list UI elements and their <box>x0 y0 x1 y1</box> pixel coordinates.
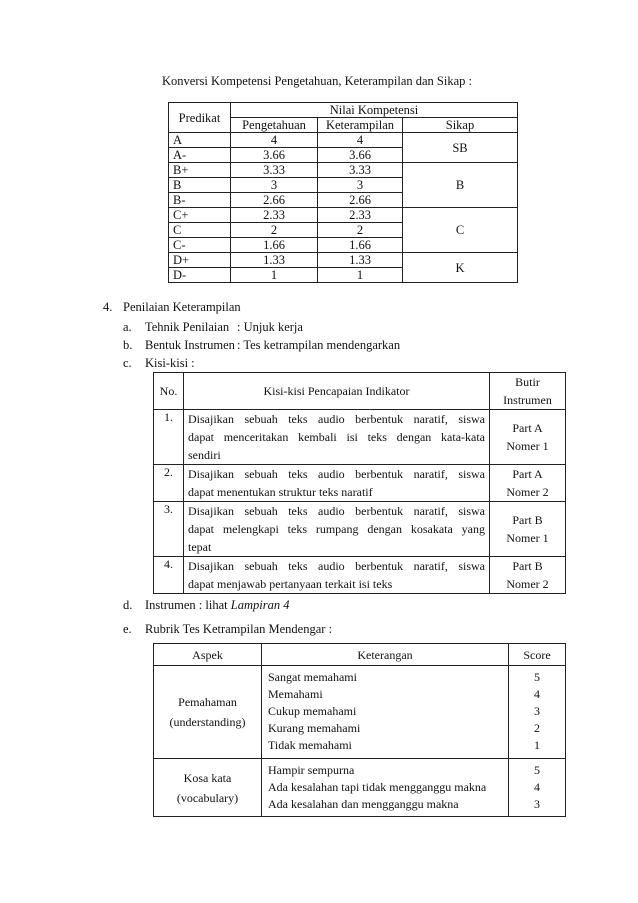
indikator-cell <box>184 465 490 502</box>
score-value: 3 <box>534 797 540 811</box>
header-indikator: Kisi-kisi Pencapaian Indikator <box>184 373 490 410</box>
predikat-cell: A <box>169 133 231 148</box>
list-marker: e. <box>123 622 132 636</box>
aspek-name: Kosa kata <box>183 770 232 785</box>
keterangan-item: Sangat memahami <box>268 670 357 684</box>
score-value: 1 <box>534 738 540 752</box>
sikap-cell: B <box>403 163 518 208</box>
indikator-line: dapat melengkapi teks rumpang dengan kosakata yang <box>188 522 485 536</box>
predikat-cell: C+ <box>169 208 231 223</box>
table-row <box>154 666 566 759</box>
score-value: 4 <box>534 780 540 794</box>
aspek-cell <box>154 759 262 817</box>
header-keterampilan: Keterampilan <box>318 118 403 133</box>
indikator-line: tepat <box>188 540 212 554</box>
predikat-cell: A- <box>169 148 231 163</box>
keterangan-item: Ada kesalahan dan mengganggu makna <box>268 797 459 811</box>
header-no: No. <box>154 373 184 410</box>
list-label: Kisi-kisi : <box>145 356 195 370</box>
row-number: 4. <box>154 557 184 594</box>
row-number: 3. <box>154 502 184 557</box>
keterampilan-cell: 1 <box>318 268 403 283</box>
keterangan-item: Ada kesalahan tapi tidak mengganggu makna <box>268 780 487 794</box>
sikap-cell: SB <box>403 133 518 163</box>
indikator-line: Disajikan sebuah teks audio berbentuk naratif, siswa <box>188 412 485 426</box>
keterangan-item: Cukup memahami <box>268 704 357 718</box>
butir-cell <box>490 502 566 557</box>
keterangan-item: Kurang memahami <box>268 721 361 735</box>
header-pengetahuan: Pengetahuan <box>231 118 318 133</box>
indikator-line: dapat menjawab pertanyaan terkait isi teks <box>188 577 393 591</box>
pengetahuan-cell: 2.66 <box>231 193 318 208</box>
indikator-cell <box>184 557 490 594</box>
pengetahuan-cell: 3 <box>231 178 318 193</box>
conversion-table <box>168 102 518 283</box>
pengetahuan-cell: 3.33 <box>231 163 318 178</box>
butir-part: Part A <box>512 467 543 481</box>
aspek-name-en: (understanding) <box>169 715 246 729</box>
keterampilan-cell: 2.33 <box>318 208 403 223</box>
list-value: : Tes ketrampilan mendengarkan <box>237 338 401 352</box>
header-predikat: Predikat <box>169 103 231 133</box>
table-row <box>154 502 566 557</box>
keterangan-item: Tidak memahami <box>268 738 352 752</box>
pengetahuan-cell: 2.33 <box>231 208 318 223</box>
sikap-cell: C <box>403 208 518 253</box>
keterangan-item: Hampir sempurna <box>268 763 355 777</box>
header-nilai-kompetensi: Nilai Kompetensi <box>231 103 518 118</box>
list-item <box>123 356 195 371</box>
keterampilan-cell: 2.66 <box>318 193 403 208</box>
keterampilan-cell: 3 <box>318 178 403 193</box>
list-marker: b. <box>123 338 133 352</box>
keterampilan-cell: 1.33 <box>318 253 403 268</box>
header-score: Score <box>509 644 566 666</box>
table-row <box>154 465 566 502</box>
table-row <box>169 133 518 148</box>
section-number: 4. <box>103 300 113 314</box>
pengetahuan-cell: 4 <box>231 133 318 148</box>
indikator-line: sendiri <box>188 448 221 462</box>
butir-nomer: Nomer 2 <box>506 577 549 591</box>
indikator-line: dapat menceritakan kembali isi teks dengan kata-kata <box>188 430 485 444</box>
list-marker: a. <box>123 320 132 334</box>
indikator-cell <box>184 502 490 557</box>
rubric-table <box>153 643 566 817</box>
list-marker: d. <box>123 598 133 612</box>
header-sikap: Sikap <box>403 118 518 133</box>
pengetahuan-cell: 3.66 <box>231 148 318 163</box>
score-value: 5 <box>534 670 540 684</box>
row-number: 1. <box>154 410 184 465</box>
butir-cell <box>490 557 566 594</box>
predikat-cell: C <box>169 223 231 238</box>
list-marker: c. <box>123 356 132 370</box>
header-aspek: Aspek <box>154 644 262 666</box>
pengetahuan-cell: 1.66 <box>231 238 318 253</box>
pengetahuan-cell: 1 <box>231 268 318 283</box>
predikat-cell: B- <box>169 193 231 208</box>
header-butir-line2: Instrumen <box>503 393 552 407</box>
list-label: Rubrik Tes Ketrampilan Mendengar : <box>145 622 333 636</box>
table-row <box>154 759 566 817</box>
score-value: 4 <box>534 687 540 701</box>
score-cell <box>509 759 566 817</box>
table-row <box>154 410 566 465</box>
kisi-kisi-table <box>153 372 566 594</box>
predikat-cell: C- <box>169 238 231 253</box>
score-value: 3 <box>534 704 540 718</box>
table-row <box>169 208 518 223</box>
lampiran-reference: Lampiran 4 <box>230 598 290 612</box>
keterampilan-cell: 4 <box>318 133 403 148</box>
list-item <box>123 338 400 353</box>
aspek-name: Pemahaman <box>178 695 237 709</box>
list-label: Instrumen : lihat <box>145 598 228 612</box>
table-row <box>169 163 518 178</box>
pengetahuan-cell: 1.33 <box>231 253 318 268</box>
butir-part: Part B <box>512 513 543 527</box>
butir-part: Part B <box>512 559 543 573</box>
page-title: Konversi Kompetensi Pengetahuan, Keterampilan dan Sikap : <box>162 74 472 88</box>
butir-cell <box>490 465 566 502</box>
indikator-line: Disajikan sebuah teks audio berbentuk naratif, siswa <box>188 504 485 518</box>
header-keterangan: Keterangan <box>262 644 509 666</box>
list-label: Bentuk Instrumen <box>145 338 235 352</box>
keterangan-item: Memahami <box>268 687 323 701</box>
table-row <box>169 253 518 268</box>
section-title: Penilaian Keterampilan <box>123 300 241 314</box>
table-row <box>154 557 566 594</box>
keterampilan-cell: 1.66 <box>318 238 403 253</box>
keterangan-cell <box>262 759 509 817</box>
keterampilan-cell: 2 <box>318 223 403 238</box>
list-value: : Unjuk kerja <box>237 320 303 334</box>
keterampilan-cell: 3.33 <box>318 163 403 178</box>
header-butir <box>490 373 566 410</box>
section-heading <box>103 300 241 315</box>
predikat-cell: D- <box>169 268 231 283</box>
list-item <box>123 622 332 637</box>
score-cell <box>509 666 566 759</box>
keterangan-cell <box>262 666 509 759</box>
butir-part: Part A <box>512 421 543 435</box>
header-butir-line1: Butir <box>515 375 540 389</box>
butir-nomer: Nomer 2 <box>506 485 549 499</box>
keterampilan-cell: 3.66 <box>318 148 403 163</box>
pengetahuan-cell: 2 <box>231 223 318 238</box>
butir-nomer: Nomer 1 <box>506 531 549 545</box>
indikator-line: Disajikan sebuah teks audio berbentuk naratif, siswa <box>188 467 485 481</box>
list-item <box>123 320 303 335</box>
sikap-cell: K <box>403 253 518 283</box>
indikator-line: dapat menentukan struktur teks naratif <box>188 485 373 499</box>
score-value: 2 <box>534 721 540 735</box>
list-item <box>123 598 289 613</box>
list-label: Tehnik Penilaian <box>145 320 230 334</box>
aspek-name-en: (vocabulary) <box>176 790 239 805</box>
predikat-cell: B+ <box>169 163 231 178</box>
indikator-line: Disajikan sebuah teks audio berbentuk naratif, siswa <box>188 559 485 573</box>
predikat-cell: B <box>169 178 231 193</box>
butir-nomer: Nomer 1 <box>506 439 549 453</box>
predikat-cell: D+ <box>169 253 231 268</box>
aspek-cell <box>154 666 262 759</box>
butir-cell <box>490 410 566 465</box>
indikator-cell <box>184 410 490 465</box>
score-value: 5 <box>534 763 540 777</box>
row-number: 2. <box>154 465 184 502</box>
